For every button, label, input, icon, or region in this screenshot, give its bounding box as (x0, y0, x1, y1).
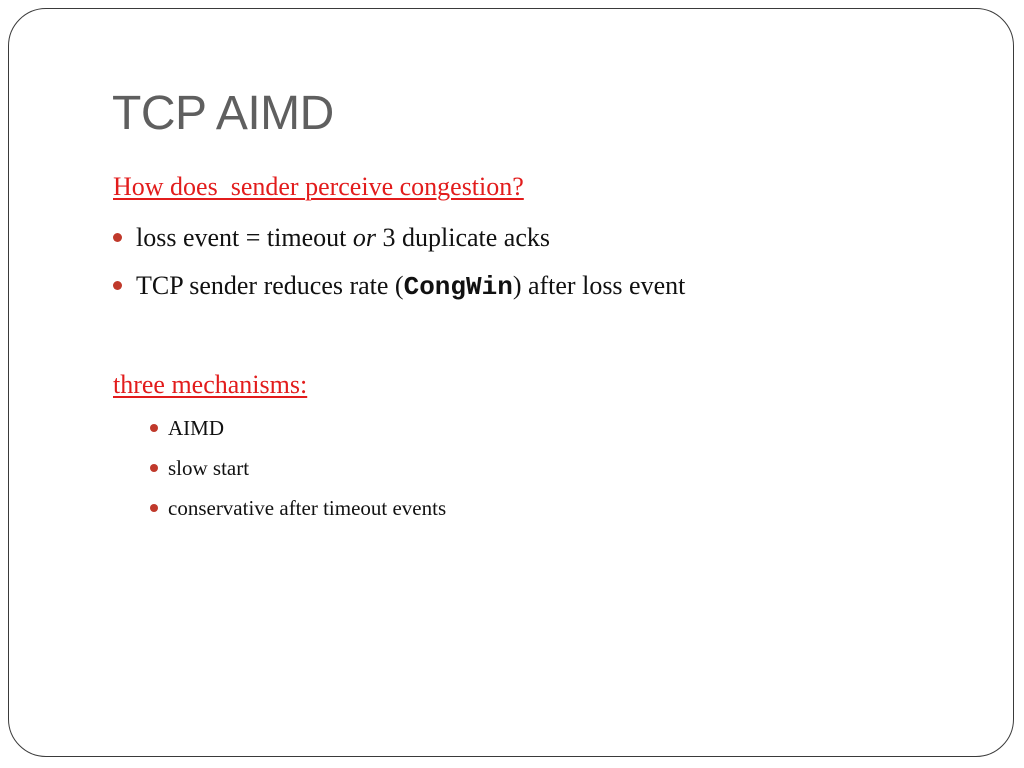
bullet-reduces-rate (113, 273, 685, 300)
section-heading-mechanisms: three mechanisms: (113, 370, 308, 399)
mechanism-item (150, 418, 224, 439)
mechanism-item-label: slow start (168, 456, 250, 480)
bullet-dot-icon (150, 424, 158, 432)
congwin-code: CongWin (403, 272, 513, 302)
bullet-dot-icon (113, 281, 122, 290)
bullet-loss-event-text-after: 3 duplicate acks (376, 223, 550, 252)
bullet-loss-event-italic: or (352, 223, 376, 252)
bullet-dot-icon (113, 233, 122, 242)
slide-title: TCP AIMD (112, 87, 334, 140)
bullet-loss-event-text-before: loss event = timeout (136, 223, 353, 252)
bullet-dot-icon (150, 464, 158, 472)
bullet-reduces-rate-text-before: TCP sender reduces rate ( (136, 271, 404, 300)
mechanism-item (150, 498, 446, 519)
mechanism-item-label: AIMD (168, 416, 224, 440)
mechanism-item-label: conservative after timeout events (168, 496, 447, 520)
bullet-dot-icon (150, 504, 158, 512)
bullet-reduces-rate-text-after: ) after loss event (512, 271, 686, 300)
bullet-loss-event (113, 225, 550, 251)
section-heading-congestion: How does sender perceive congestion? (113, 172, 524, 201)
mechanism-item (150, 458, 249, 479)
